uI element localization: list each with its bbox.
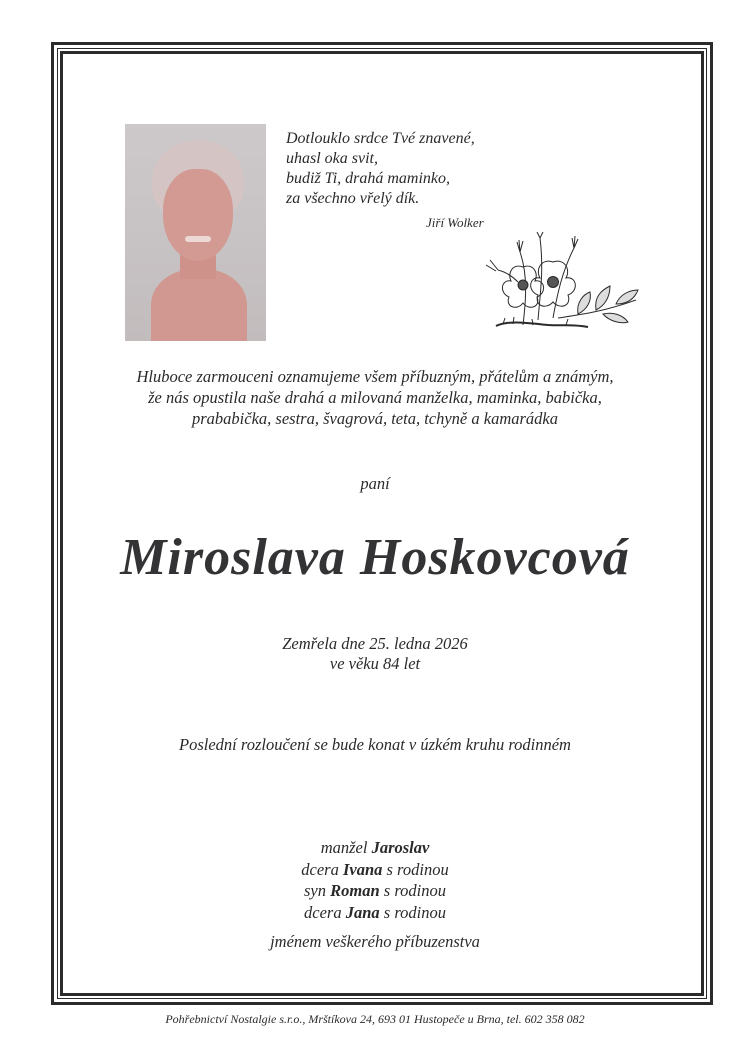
death-date: Zemřela dne 25. ledna 2026 [282, 634, 468, 653]
wild-rose-flower-icon [478, 230, 643, 335]
announcement-text [60, 366, 690, 429]
photo-smile [185, 236, 211, 242]
poem-line: uhasl oka svit, [286, 150, 378, 167]
family-list [60, 837, 690, 923]
funeral-home-footer: Pohřebnictví Nostalgie s.r.o., Mrštíkova 24, 693 01 Hustopeče u Brna, tel. 602 358 082 [165, 1012, 585, 1026]
on-behalf-of-relatives: jménem veškerého příbuzenstva [270, 932, 480, 951]
photo-shoulders [151, 269, 247, 341]
family-member [60, 837, 690, 859]
announcement-line: prababička, sestra, švagrová, teta, tchyně a kamarádka [192, 409, 558, 428]
poem-line: budiž Ti, drahá maminko, [286, 170, 451, 187]
farewell-notice: Poslední rozloučení se bude konat v úzkém kruhu rodinném [179, 735, 571, 754]
age-at-death: ve věku 84 let [329, 654, 421, 673]
family-member [60, 859, 690, 881]
family-member [60, 880, 690, 902]
family-name: Jaroslav [371, 838, 430, 857]
announcement-line: Hluboce zarmouceni oznamujeme všem příbuzným, přátelům a známým, [136, 367, 614, 386]
family-name: Ivana [342, 859, 383, 879]
family-suffix: s rodinou [386, 859, 449, 879]
poem [286, 129, 475, 209]
photo-face [163, 169, 233, 261]
salutation: paní [360, 474, 390, 493]
family-name: Roman [330, 881, 380, 900]
family-name: Jana [345, 902, 380, 922]
family-suffix: s rodinou [383, 902, 446, 922]
deceased-name: Miroslava Hoskovcová [120, 529, 630, 586]
family-member [60, 902, 690, 924]
family-relation: dcera [304, 902, 342, 922]
family-relation: syn [304, 881, 326, 900]
portrait-photo [125, 124, 266, 341]
family-relation: dcera [301, 859, 339, 879]
death-info [60, 634, 690, 674]
poem-author: Jiří Wolker [426, 215, 484, 230]
poem-line: Dotlouklo srdce Tvé znavené, [286, 130, 475, 147]
announcement-line: že nás opustila naše drahá a milovaná manželka, maminka, babička, [148, 388, 602, 407]
family-relation: manžel [320, 838, 368, 857]
family-suffix: s rodinou [383, 881, 446, 900]
poem-line: za všechno vřelý dík. [286, 190, 420, 207]
